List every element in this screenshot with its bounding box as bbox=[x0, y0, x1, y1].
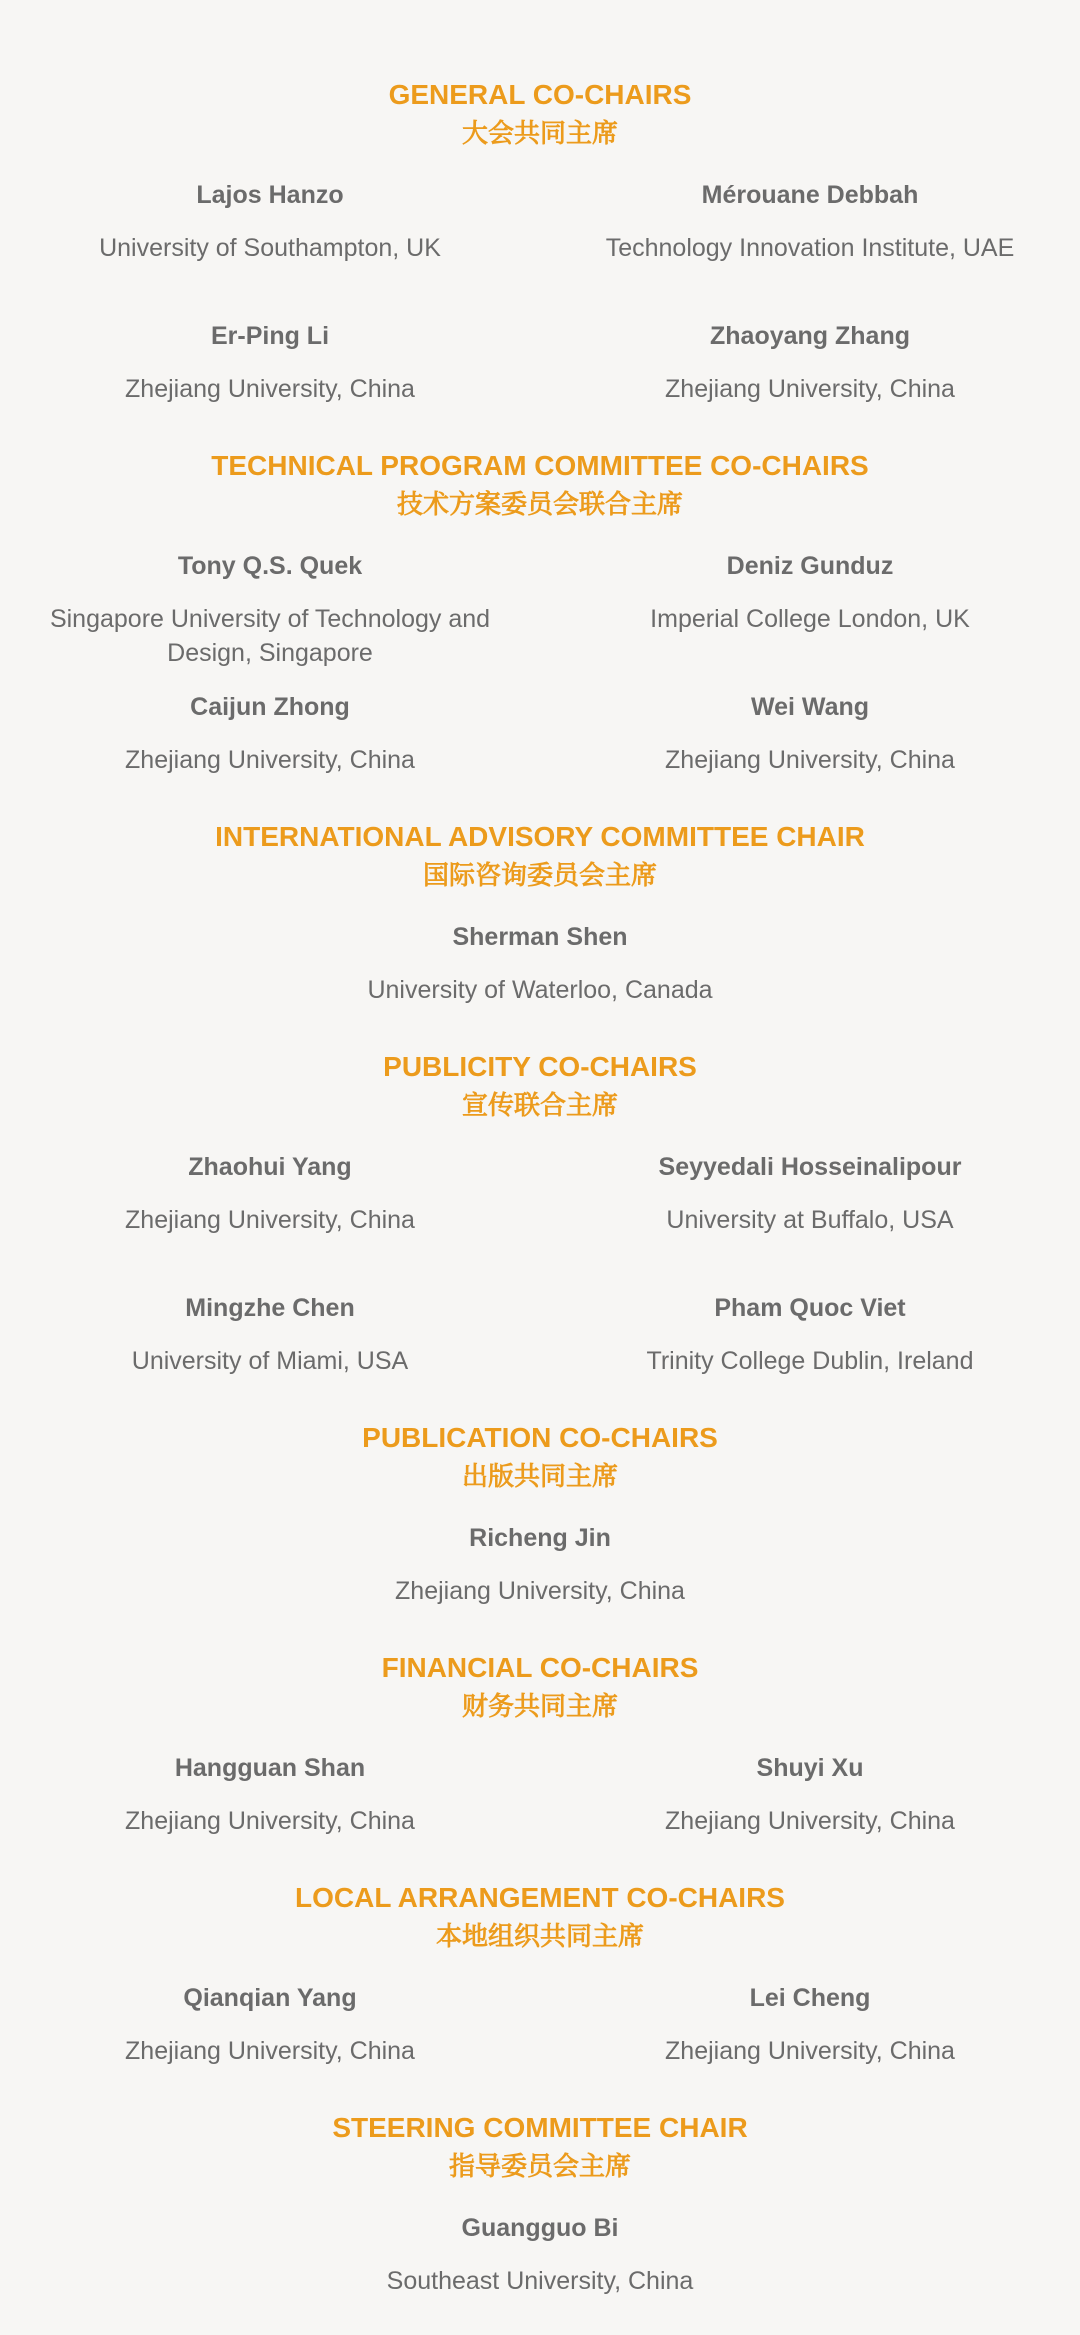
person-card bbox=[0, 1752, 540, 1838]
person-name: Caijun Zhong bbox=[190, 693, 350, 721]
section-title-steering-committee-chair: STEERING COMMITTEE CHAIR bbox=[332, 2112, 748, 2143]
person-card bbox=[540, 691, 1080, 777]
person-affiliation: University of Southampton, UK bbox=[99, 234, 441, 262]
section-title-local-arrangement-co-chairs: LOCAL ARRANGEMENT CO-CHAIRS bbox=[295, 1882, 785, 1913]
section-title-cn-publication-co-chairs: 出版共同主席 bbox=[461, 1461, 618, 1491]
person-card bbox=[540, 550, 1080, 636]
person-name: Qianqian Yang bbox=[183, 1984, 357, 2012]
section-title-cn-local-arrangement-co-chairs: 本地组织共同主席 bbox=[435, 1921, 644, 1951]
person-name: Mérouane Debbah bbox=[701, 181, 919, 209]
section-title-cn-tpc-co-chairs: 技术方案委员会联合主席 bbox=[396, 489, 683, 519]
person-name: Lei Cheng bbox=[749, 1984, 871, 2012]
person-card bbox=[0, 550, 540, 670]
section-title-general-co-chairs: GENERAL CO-CHAIRS bbox=[388, 79, 692, 110]
person-card bbox=[0, 691, 540, 777]
person-name: Richeng Jin bbox=[469, 1524, 611, 1552]
person-card bbox=[0, 1292, 540, 1378]
person-affiliation: University at Buffalo, USA bbox=[666, 1206, 954, 1234]
person-name: Hangguan Shan bbox=[174, 1754, 366, 1782]
section-title-publication-co-chairs: PUBLICATION CO-CHAIRS bbox=[362, 1422, 718, 1453]
section-title-iac-chair: INTERNATIONAL ADVISORY COMMITTEE CHAIR bbox=[215, 821, 865, 852]
person-affiliation: Zhejiang University, China bbox=[125, 1206, 415, 1234]
person-card bbox=[0, 1982, 540, 2068]
person-card bbox=[540, 320, 1080, 406]
person-card bbox=[540, 1982, 1080, 2068]
person-card bbox=[540, 1292, 1080, 1378]
person-affiliation: Zhejiang University, China bbox=[665, 2037, 955, 2065]
person-card bbox=[540, 179, 1080, 265]
person-affiliation: University of Waterloo, Canada bbox=[367, 976, 713, 1004]
person-affiliation: Zhejiang University, China bbox=[125, 2037, 415, 2065]
section-title-cn-iac-chair: 国际咨询委员会主席 bbox=[422, 860, 657, 890]
person-affiliation: Zhejiang University, China bbox=[665, 375, 955, 403]
person-name: Tony Q.S. Quek bbox=[177, 552, 363, 580]
person-affiliation: Zhejiang University, China bbox=[665, 1807, 955, 1835]
person-name: Shuyi Xu bbox=[756, 1754, 864, 1782]
person-name: Seyyedali Hosseinalipour bbox=[658, 1153, 962, 1181]
person-card bbox=[0, 2212, 1080, 2298]
person-name: Sherman Shen bbox=[452, 923, 628, 951]
person-name: Deniz Gunduz bbox=[726, 552, 894, 580]
person-affiliation: Zhejiang University, China bbox=[125, 375, 415, 403]
person-name: Pham Quoc Viet bbox=[714, 1294, 906, 1322]
person-affiliation: Zhejiang University, China bbox=[125, 1807, 415, 1835]
person-affiliation: Zhejiang University, China bbox=[125, 746, 415, 774]
section-title-cn-steering-committee-chair: 指导委员会主席 bbox=[448, 2151, 631, 2181]
person-card bbox=[0, 320, 540, 406]
section-title-financial-co-chairs: FINANCIAL CO-CHAIRS bbox=[381, 1652, 699, 1683]
section-title-cn-financial-co-chairs: 财务共同主席 bbox=[461, 1691, 618, 1721]
section-title-tpc-co-chairs: TECHNICAL PROGRAM COMMITTEE CO-CHAIRS bbox=[211, 450, 869, 481]
person-affiliation: Zhejiang University, China bbox=[665, 746, 955, 774]
person-card bbox=[540, 1752, 1080, 1838]
person-name: Mingzhe Chen bbox=[185, 1294, 355, 1322]
person-name: Lajos Hanzo bbox=[196, 181, 344, 209]
person-affiliation: University of Miami, USA bbox=[131, 1347, 409, 1375]
section-title-publicity-co-chairs: PUBLICITY CO-CHAIRS bbox=[383, 1051, 697, 1082]
person-affiliation: Imperial College London, UK bbox=[650, 605, 970, 633]
person-name: Wei Wang bbox=[750, 693, 870, 721]
person-name: Zhaohui Yang bbox=[188, 1153, 352, 1181]
section-title-cn-general-co-chairs: 大会共同主席 bbox=[461, 118, 618, 148]
person-card bbox=[0, 1522, 1080, 1608]
person-name: Guangguo Bi bbox=[461, 2214, 619, 2242]
person-affiliation: Technology Innovation Institute, UAE bbox=[605, 234, 1015, 262]
person-card bbox=[0, 921, 1080, 1007]
person-card bbox=[0, 179, 540, 265]
person-name: Zhaoyang Zhang bbox=[710, 322, 910, 350]
person-affiliation: Trinity College Dublin, Ireland bbox=[646, 1347, 974, 1375]
person-affiliation: Singapore University of Technology and Design, Singapore bbox=[49, 605, 491, 667]
person-card bbox=[0, 1151, 540, 1237]
person-affiliation: Zhejiang University, China bbox=[395, 1577, 685, 1605]
section-title-cn-publicity-co-chairs: 宣传联合主席 bbox=[461, 1090, 618, 1120]
person-card bbox=[540, 1151, 1080, 1237]
person-affiliation: Southeast University, China bbox=[386, 2267, 694, 2295]
person-name: Er-Ping Li bbox=[210, 322, 330, 350]
